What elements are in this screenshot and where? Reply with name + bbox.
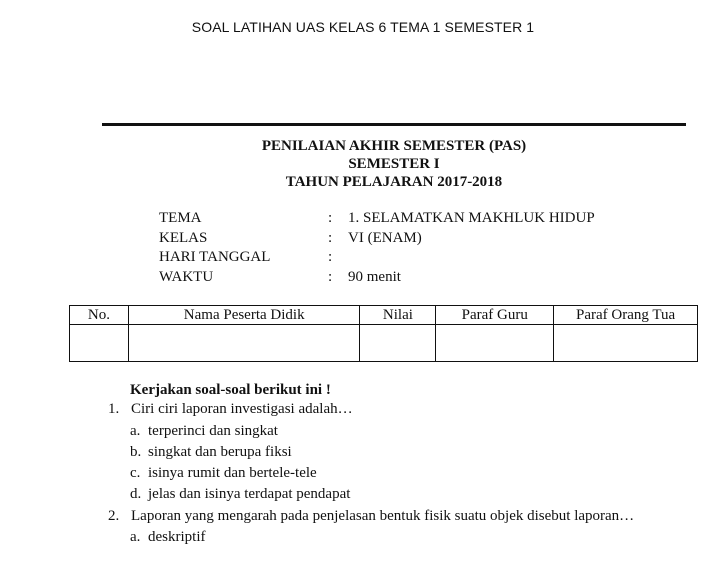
cell-nilai — [360, 325, 436, 362]
header-paraf-guru: Paraf Guru — [436, 306, 554, 325]
info-value: 90 menit — [348, 268, 401, 285]
info-value: VI (ENAM) — [348, 229, 422, 246]
cell-nama — [128, 325, 360, 362]
header-no: No. — [70, 306, 129, 325]
option-1b — [130, 444, 292, 461]
exam-title: PENILAIAN AKHIR SEMESTER (PAS) — [261, 138, 527, 154]
question-number: 1. — [108, 401, 120, 417]
option-2a — [130, 529, 206, 546]
info-colon: : — [328, 249, 333, 265]
option-text: terperinci dan singkat — [148, 423, 278, 439]
exam-semester: SEMESTER I — [348, 156, 440, 172]
option-letter: a. — [130, 529, 141, 545]
option-1c — [130, 465, 317, 482]
student-table — [69, 305, 698, 362]
cell-no — [70, 325, 129, 362]
option-letter: b. — [130, 444, 142, 460]
info-label: WAKTU — [159, 268, 214, 285]
option-text: jelas dan isinya terdapat pendapat — [148, 486, 351, 502]
info-colon: : — [328, 268, 333, 285]
info-label: TEMA — [159, 210, 202, 226]
cell-paraf-guru — [436, 325, 554, 362]
option-text: deskriptif — [148, 529, 206, 545]
option-1a — [130, 423, 278, 440]
header-nama-peserta-didik: Nama Peserta Didik — [128, 306, 360, 325]
option-text: singkat dan berupa fiksi — [148, 444, 292, 460]
option-letter: a. — [130, 423, 141, 439]
info-label: KELAS — [159, 229, 208, 246]
exam-year: TAHUN PELAJARAN 2017-2018 — [285, 174, 503, 190]
info-colon: : — [328, 229, 333, 246]
info-colon: : — [328, 210, 333, 226]
question-2 — [108, 508, 634, 525]
info-value: 1. SELAMATKAN MAKHLUK HIDUP — [348, 210, 595, 226]
question-text: Ciri ciri laporan investigasi adalah… — [131, 401, 353, 417]
option-letter: c. — [130, 465, 141, 481]
table-row — [70, 325, 698, 362]
header-rule — [102, 123, 686, 126]
exam-title-block — [102, 137, 686, 191]
option-1d — [130, 486, 350, 503]
question-text: Laporan yang mengarah pada penjelasan bentuk fisik suatu objek disebut laporan… — [131, 508, 635, 524]
header-paraf-orang-tua: Paraf Orang Tua — [554, 306, 698, 325]
question-number: 2. — [108, 508, 120, 524]
option-letter: d. — [130, 486, 142, 502]
table-header-row — [70, 306, 698, 325]
info-label: HARI TANGGAL — [159, 249, 271, 265]
header-nilai: Nilai — [360, 306, 436, 325]
instruction: Kerjakan soal-soal berikut ini ! — [130, 382, 331, 398]
cell-paraf-orang-tua — [554, 325, 698, 362]
page-heading: SOAL LATIHAN UAS KELAS 6 TEMA 1 SEMESTER 1 — [191, 19, 535, 35]
option-text: isinya rumit dan bertele-tele — [148, 465, 317, 481]
question-1 — [108, 401, 353, 418]
